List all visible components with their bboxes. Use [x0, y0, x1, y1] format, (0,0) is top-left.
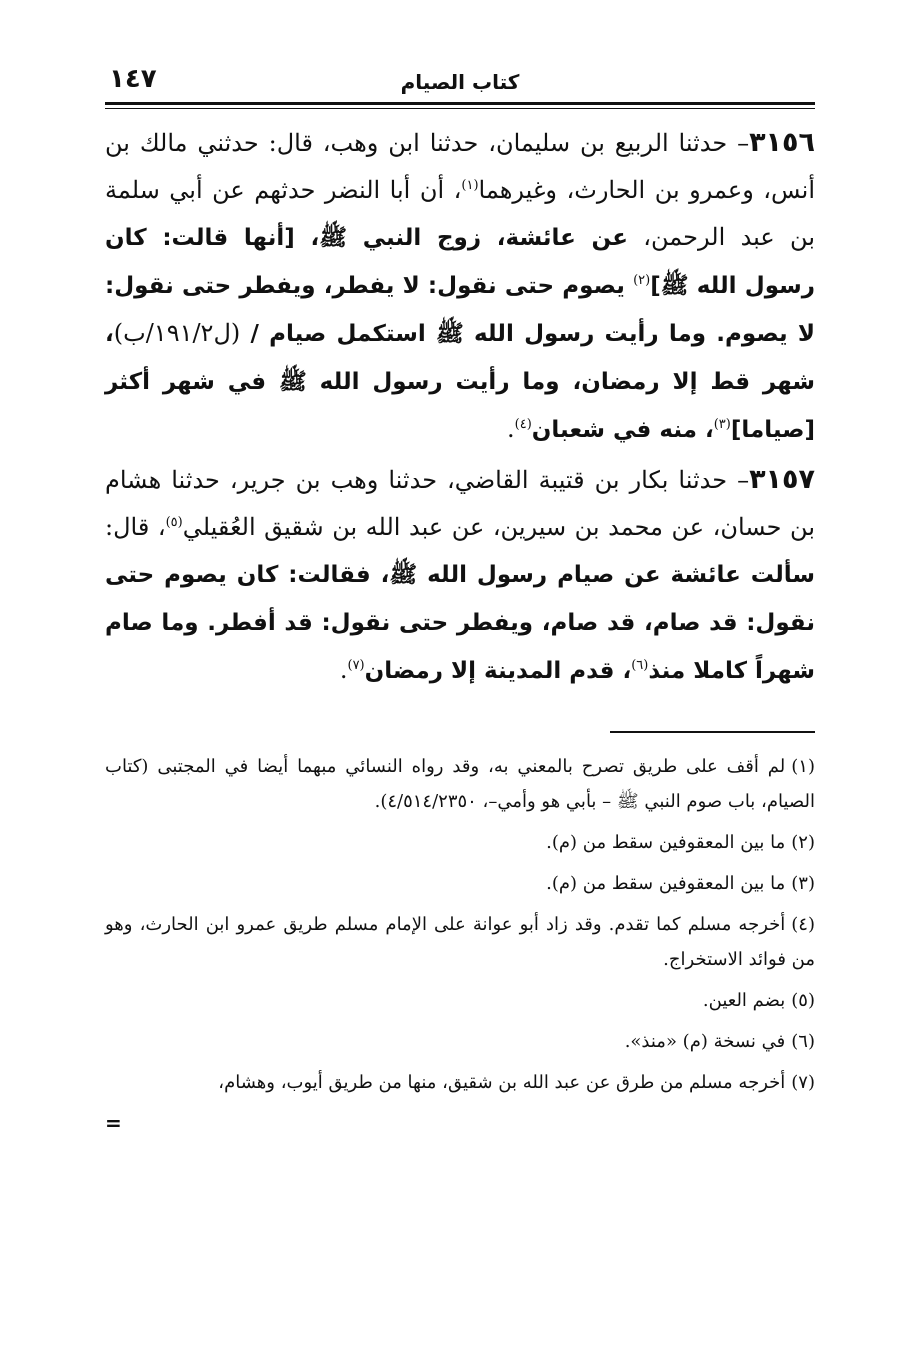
footnote-number: (٤): [791, 914, 815, 935]
footnote-ref[interactable]: (١): [461, 178, 479, 193]
hadith-text: ، أن أبا النضر حدثهم عن أبي سلمة بن عبد الرحمن،: [105, 176, 815, 251]
footnote-5: [105, 983, 815, 1018]
header-rule-thin: [105, 108, 815, 109]
footnote-separator-wrap: [105, 697, 815, 749]
footnote-ref[interactable]: (٤): [514, 417, 532, 432]
footnote-text: أخرجه مسلم من طرق عن عبد الله بن شقيق، منها من طريق أيوب، وهشام،: [218, 1072, 786, 1093]
hadith-matn: ، منه في شعبان: [531, 417, 714, 443]
footnote-ref[interactable]: (٦): [631, 658, 649, 673]
footnote-ref[interactable]: (٣): [713, 417, 731, 432]
footnote-7: [105, 1065, 815, 1100]
footnote-1: [105, 749, 815, 819]
footnote-6: [105, 1024, 815, 1059]
footnote-ref[interactable]: (٥): [165, 515, 183, 530]
hadith-text: ، قال:: [105, 513, 166, 541]
hadith-text: – حدثنا الربيع بن سليمان، حدثنا ابن وهب، قال: حدثني مالك بن أنس، وعمرو بن الحارث، وغيرهما: [105, 129, 815, 204]
footnote-4: [105, 907, 815, 977]
footnote-2: [105, 825, 815, 860]
hadith-matn: ، قدم المدينة إلا رمضان: [364, 658, 632, 684]
hadith-number: ٣١٥٦: [749, 127, 815, 158]
footnotes: [105, 749, 815, 1141]
footnote-number: (٣): [791, 873, 815, 894]
page-number: ١٤٧: [109, 64, 157, 94]
continuation-mark: =: [105, 1111, 122, 1135]
footnote-text: ما بين المعقوفين سقط من (م).: [546, 873, 786, 894]
footnote-text: بضم العين.: [702, 990, 786, 1011]
book-page: [105, 62, 815, 1141]
footnote-number: (٥): [791, 990, 815, 1011]
hadith-matn: سألت عائشة عن صيام رسول الله ﷺ، فقالت: كان يصوم حتى نقول: قد صام، قد صام، ويفطر حتى نقول: قد أفطر. وما صام شهراً كاملا منذ: [105, 562, 815, 684]
footnote-number: (٢): [791, 832, 815, 853]
footnote-text: أخرجه مسلم كما تقدم. وقد زاد أبو عوانة على الإمام مسلم طريق عمرو ابن الحارث، وهو من فوائد الاستخراج.: [105, 914, 815, 970]
footnote-text: في نسخة (م) «منذ».: [624, 1031, 786, 1052]
footnote-text: لم أقف على طريق تصرح بالمعني به، وقد رواه النسائي مبهما أيضا في المجتبى (كتاب الصيام، باب صوم النبي ﷺ – بأبي هو وأمي–، ٤/٥١٤/٢٣٥٠).: [105, 756, 815, 812]
page-header: [105, 62, 815, 100]
hadith-matn: يصوم حتى نقول: لا يفطر، ويفطر حتى نقول: لا يصوم. وما رأيت رسول الله ﷺ استكمل صيام /: [105, 273, 815, 347]
hadith-end: .: [339, 656, 348, 684]
footnote-ref[interactable]: (٧): [347, 658, 365, 673]
footnote-ref[interactable]: (٢): [633, 273, 651, 288]
footnote-3: [105, 866, 815, 901]
hadith-number: ٣١٥٧: [749, 464, 815, 495]
footnote-number: (٦): [791, 1031, 815, 1052]
footnote-number: (٧): [791, 1072, 815, 1093]
hadith-matn: عن عائشة، زوج النبي ﷺ، [أنها قالت: كان رسول الله ﷺ]: [105, 225, 815, 299]
footnote-number: (١): [791, 756, 815, 777]
hadith-3156: [105, 119, 815, 454]
folio-marker: (ل١٩١/٢/ب): [113, 319, 241, 347]
footnote-separator: [610, 731, 815, 733]
footnote-text: ما بين المعقوفين سقط من (م).: [546, 832, 786, 853]
hadith-end: .: [506, 415, 515, 443]
hadith-3157: [105, 456, 815, 695]
main-text: [105, 119, 815, 695]
running-title: كتاب الصيام: [400, 70, 520, 94]
header-rule-thick: [105, 102, 815, 105]
hadith-matn: ، شهر قط إلا رمضان، وما رأيت رسول الله ﷺ في شهر أكثر [صياما]: [105, 321, 815, 443]
hadith-text: – حدثنا بكار بن قتيبة القاضي، حدثنا وهب بن جرير، حدثنا هشام بن حسان، عن محمد بن سيرين، عن عبد الله بن شقيق العُقيلي: [105, 466, 815, 541]
